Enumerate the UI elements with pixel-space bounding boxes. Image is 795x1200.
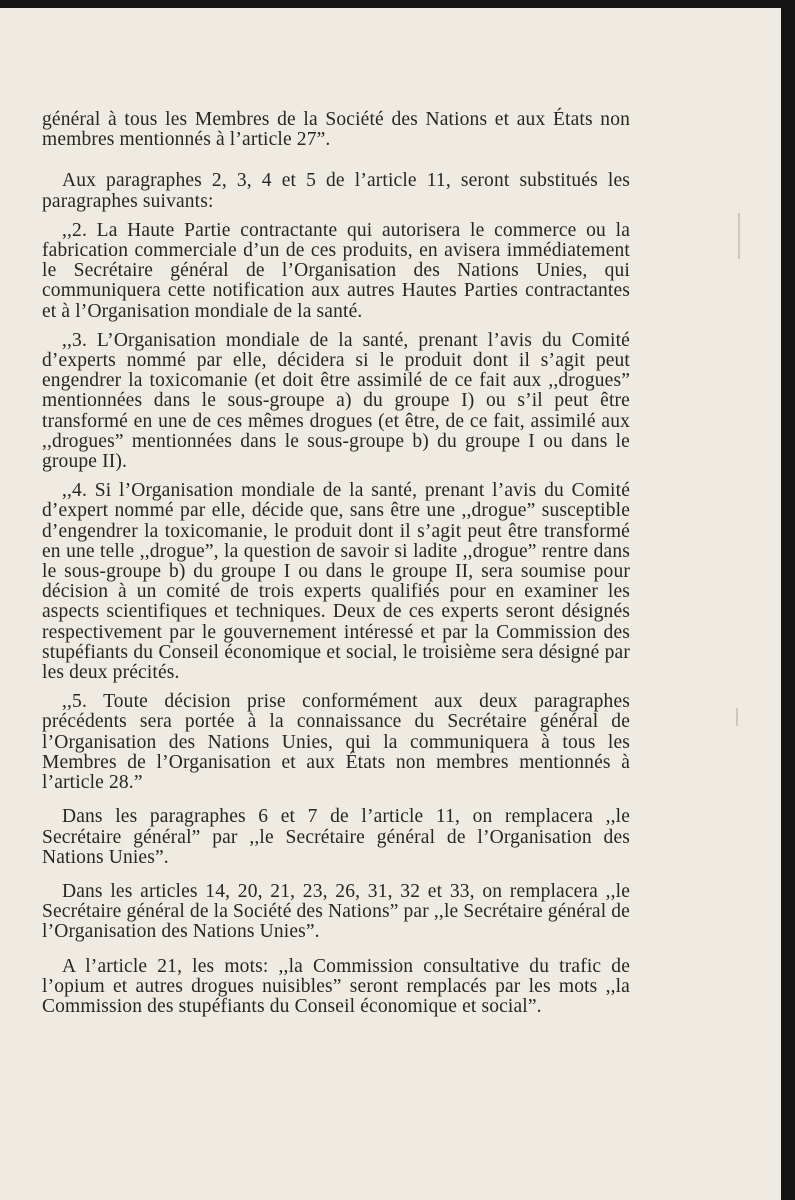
paragraph-article-21: A l’article 21, les mots: ,,la Commission consultative du trafic de l’opium et autres drogues nuisibles” seront remplacés par les mots ,,la Commission des stupéfiants du Conseil économique et social”. [42,955,630,1017]
paragraph-articles-6-7: Dans les paragraphes 6 et 7 de l’article 11, on remplacera ,,le Secrétaire général” par ,,le Secrétaire général de l’Organisation des Nations Unies”. [42,806,630,868]
paragraph-2: ,,2. La Haute Partie contractante qui autorisera le commerce ou la fabrication commerciale d’un de ces produits, en avisera immédiatement le Secrétaire général de l’Organisation des Nations Unies, qui communiquera cette notification aux autres Hautes Parties contractantes et à l’Organisation mondiale de la santé. [42,219,630,322]
paragraph-articles-list: Dans les articles 14, 20, 21, 23, 26, 31, 32 et 33, on remplacera ,,le Secrétaire général de la Société des Nations” par ,,le Secrétaire général de l’Organisation des Nations Unies”. [42,880,630,943]
paragraph-3: ,,3. L’Organisation mondiale de la santé, prenant l’avis du Comité d’experts nommé par elle, décidera si le produit dont il s’agit peut engendrer la toxicomanie (et doit être assimilé de ce fait aux ,,drogues” mentionnées dans le sous-groupe a) du groupe I) ou s’il peut être transformé en une de ces mêmes drogues (et être, de ce fait, assimilé aux ,,drogues” mentionnées dans le sous-groupe b) du groupe I ou dans le groupe II). [42,329,630,473]
paragraph-4: ,,4. Si l’Organisation mondiale de la santé, prenant l’avis du Comité d’expert nommé par elle, décide que, sans être une ,,drogue” susceptible d’engendrer la toxicomanie, le produit dont il s’agit peut être transformé en une telle ,,drogue”, la question de savoir si ladite ,,drogue” rentre dans le sous-groupe b) du groupe I ou dans le groupe II, sera soumise pour décision à un comité de trois experts qualifiés pour en examiner les aspects scientifiques et techniques. Deux de ces experts seront désignés respectivement par le gouvernement intéressé et par la Commission des stupéfiants du Conseil économique et social, le troisième sera désigné par les deux précités. [42,480,630,684]
paragraph-5: ,,5. Toute décision prise conformément aux deux paragraphes précédents sera portée à la connaissance du Secrétaire général de l’Organisation des Nations Unies, qui la communiquera à tous les Membres de l’Organisation et aux États non membres mentionnés à l’article 28.” [42,691,630,794]
margin-mark [736,708,738,726]
paragraph-substitution-intro: Aux paragraphes 2, 3, 4 et 5 de l’article 11, seront substitués les paragraphes suivants: [42,170,630,212]
margin-mark [738,213,740,259]
document-page [0,8,781,1200]
document-body [42,110,630,1017]
paragraph-continuation: général à tous les Membres de la Société des Nations et aux États non membres mentionnés à l’article 27”. [42,109,630,151]
